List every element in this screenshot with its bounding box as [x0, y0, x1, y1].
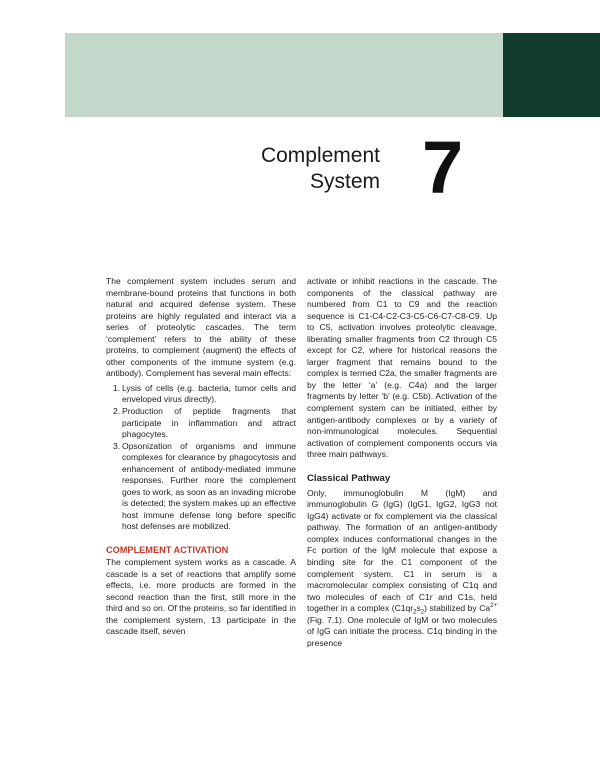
section-heading-complement-activation: COMPLEMENT ACTIVATION — [106, 545, 229, 556]
activation-paragraph: The complement system works as a cascade. A cascade is a set of reactions that amplify some effects, i.e. more products are formed in the second reaction than the first, still more in the third and so on. Of the proteins, so far identified in the complement system, 13 participate in the cascade itself, seven — [106, 557, 296, 637]
list-item — [106, 441, 296, 533]
chapter-title-line2: System — [309, 170, 380, 193]
chapter-number: 7 — [422, 126, 464, 209]
subscript-2: 2 — [413, 609, 417, 616]
classical-text-d: (Fig. 7.1). One molecule of IgM or two molecules of IgG can initiate the process. C1q binding in the presence — [307, 614, 497, 648]
list-item — [106, 383, 296, 406]
chapter-title-line1: Complement — [260, 144, 380, 167]
classical-pathway-paragraph — [307, 488, 497, 650]
classical-text-c: ) stabilized by Ca — [424, 603, 491, 614]
intro-paragraph: The complement system includes serum and membrane-bound proteins that functions in both natural and acquired defense system. These proteins are highly regulated and interact via a series of proteolytic cascades. The term ‘complement’ refers to the ability of these proteins, to complement (augment) the effects of other components of the immune system (e.g. antibody). Complement has several main effects: — [106, 276, 296, 379]
classical-text-a: Only, immunoglobulin M (IgM) and immunoglobulin G (IgG) (IgG1, IgG2, IgG3 not IgG4) activate or fix complement via the classical pathway. The formation of an antigen-antibody complex induces conformational changes in the Fc portion of the IgM molecule that expose a binding site for the C1 component of the complement system. C1 in serum is a macromolecular complex consisting of C1q and two molecules of each of C1r and C1s, held together in a complex (C1qr — [307, 487, 497, 614]
classical-text-b: s — [416, 603, 421, 614]
effects-list — [106, 383, 296, 533]
continued-paragraph: activate or inhibit reactions in the cascade. The components of the classical pathway are numbered from C1 to C9 and the reaction sequence is C1-C4-C2-C3-C5-C6-C7-C8-C9. Up to C5, activation involves proteolytic cleavage, liberating smaller fragments from C2 through C5 except for C2, where for historical reasons the larger fragment that remains bound to the complex is termed C2a, the smaller fragments are by the letter ‘a’ (e.g. C4a) and the larger fragments by letter ‘b’ (e.g. C5b). Activation of the complement system can be initiated, either by antigen-antibody complexes or by a variety of non-immunological molecules. Sequential activation of complement components occurs via three main pathways. — [307, 276, 497, 460]
list-item-text: Production of peptide fragments that participate in inflammation and attract phagocytes. — [122, 406, 296, 440]
header-band-dark — [503, 33, 600, 117]
left-column — [106, 276, 296, 638]
list-item-number: 2. — [113, 406, 121, 417]
list-item — [106, 406, 296, 441]
subscript-2: 2 — [420, 609, 425, 616]
list-item-text: Opsonization of organisms and immune complexes for clearance by phagocytosis and enhancement of antibody-mediated immune responses. Further more the complement goes to work, as soon as an invading microbe is detected; the system makes up an effective host immune defense long before specific host defenses are mobilized. — [122, 440, 296, 532]
list-item-text: Lysis of cells (e.g. bacteria, tumor cells and enveloped virus directly). — [122, 382, 296, 405]
chapter-title — [261, 143, 380, 195]
list-item-number: 1. — [113, 382, 121, 393]
header-band-light — [65, 33, 503, 117]
list-item-number: 3. — [113, 440, 121, 451]
subheading-classical-pathway: Classical Pathway — [307, 472, 391, 484]
superscript-2plus: 2+ — [490, 603, 497, 610]
right-column — [307, 276, 497, 649]
